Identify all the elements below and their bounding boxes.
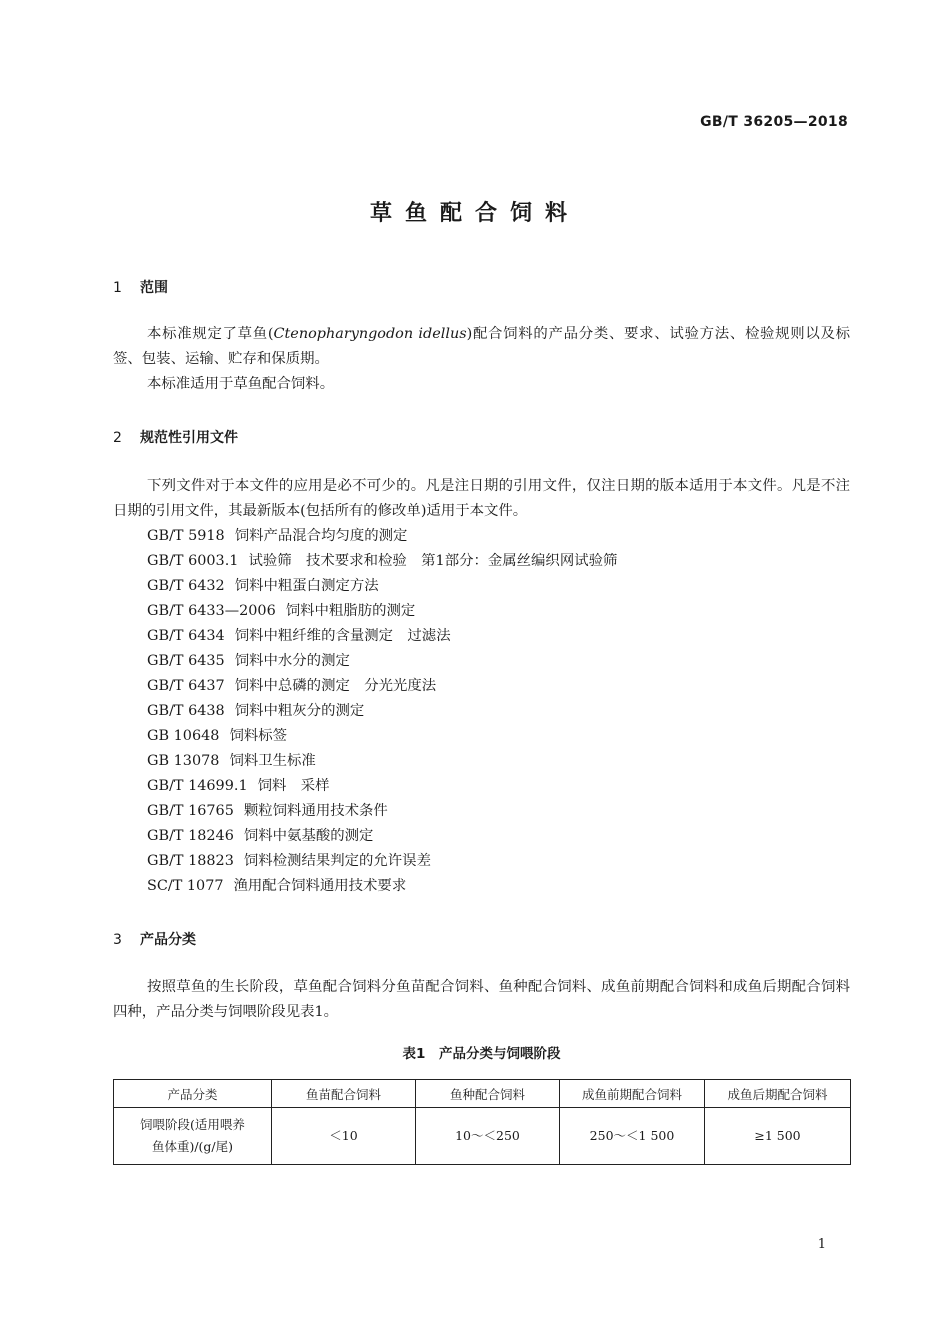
reference-item: GB/T 6433—2006 饲料中粗脂肪的测定: [147, 603, 416, 619]
reference-item: GB/T 6434 饲料中粗纤维的含量测定 过滤法: [147, 628, 451, 644]
section-2-heading: [113, 427, 238, 447]
document-title: 草鱼配合饲料: [369, 201, 580, 226]
page-number: 1: [817, 1237, 826, 1252]
species-name: Ctenopharyngodon idellus: [273, 326, 467, 342]
reference-item: GB/T 16765 颗粒饲料通用技术条件: [147, 803, 388, 819]
reference-item: GB/T 6432 饲料中粗蛋白测定方法: [147, 578, 379, 594]
section-title: 范围: [140, 280, 168, 296]
scope-paragraph-2: 本标准适用于草鱼配合饲料。: [147, 376, 335, 392]
table-header-cell: 成鱼前期配合饲料: [560, 1080, 705, 1108]
reference-item: GB/T 14699.1 饲料 采样: [147, 778, 330, 794]
table-header-cell: 鱼种配合饲料: [416, 1080, 560, 1108]
section-1-heading: [113, 277, 168, 297]
table-caption: 表1 产品分类与饲喂阶段: [402, 1046, 561, 1062]
reference-item: GB/T 6438 饲料中粗灰分的测定: [147, 703, 365, 719]
reference-item: GB/T 6437 饲料中总磷的测定 分光光度法: [147, 678, 437, 694]
table-cell: ≥1 500: [705, 1108, 851, 1165]
classification-table: [113, 1079, 851, 1165]
section-number: 1: [113, 280, 122, 296]
reference-item: SC/T 1077 渔用配合饲料通用技术要求: [147, 878, 407, 894]
classification-paragraph: 按照草鱼的生长阶段，草鱼配合饲料分鱼苗配合饲料、鱼种配合饲料、成鱼前期配合饲料和成鱼后期配合饲料四种，产品分类与饲喂阶段见表1。: [113, 979, 850, 1020]
row-label-cell: 饲喂阶段(适用喂养 鱼体重)/(g/尾): [114, 1108, 272, 1165]
references-intro: 下列文件对于本文件的应用是必不可少的。凡是注日期的引用文件，仅注日期的版本适用于本文件。凡是不注日期的引用文件，其最新版本(包括所有的修改单)适用于本文件。: [113, 478, 850, 519]
section-number: 2: [113, 430, 122, 446]
reference-item: GB/T 18246 饲料中氨基酸的测定: [147, 828, 374, 844]
reference-item: GB 10648 饲料标签: [147, 728, 288, 744]
reference-item: GB/T 18823 饲料检测结果判定的允许误差: [147, 853, 431, 869]
reference-item: GB/T 5918 饲料产品混合均匀度的测定: [147, 528, 408, 544]
table-header-row: [114, 1080, 851, 1108]
section-title: 产品分类: [140, 932, 196, 948]
scope-paragraph-1: 本标准规定了草鱼(Ctenopharyngodon idellus)配合饲料的产品分类、要求、试验方法、检验规则以及标签、包装、运输、贮存和保质期。: [113, 326, 850, 367]
reference-list: [147, 524, 617, 899]
section-title: 规范性引用文件: [140, 430, 238, 446]
table-header-cell: 成鱼后期配合饲料: [705, 1080, 851, 1108]
table-header-cell: 产品分类: [114, 1080, 272, 1108]
table-header-cell: 鱼苗配合饲料: [272, 1080, 416, 1108]
reference-item: GB/T 6003.1 试验筛 技术要求和检验 第1部分：金属丝编织网试验筛: [147, 553, 618, 569]
table-row: [114, 1108, 851, 1165]
table-cell: ＜10: [272, 1108, 416, 1165]
reference-item: GB/T 6435 饲料中水分的测定: [147, 653, 350, 669]
table-cell: 10～＜250: [416, 1108, 560, 1165]
table-cell: 250～＜1 500: [560, 1108, 705, 1165]
standard-code: GB/T 36205—2018: [700, 114, 848, 130]
reference-item: GB 13078 饲料卫生标准: [147, 753, 316, 769]
section-3-heading: [113, 929, 196, 949]
section-number: 3: [113, 932, 122, 948]
